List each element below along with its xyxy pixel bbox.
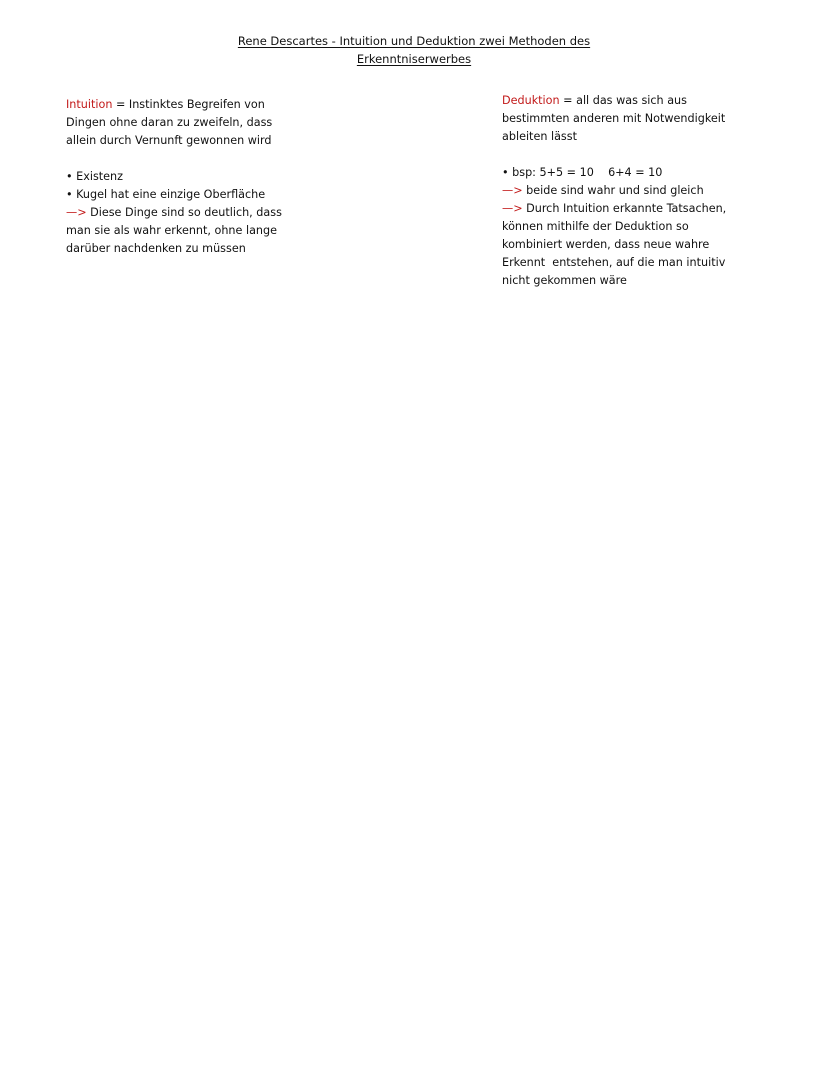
- intuition-bullet: • Kugel hat eine einzige Oberfläche: [66, 188, 266, 201]
- deduktion-definition-line: bestimmten anderen mit Notwendigkeit: [502, 112, 726, 125]
- deduktion-bullet: • bsp: 5+5 = 10 6+4 = 10: [502, 166, 663, 179]
- page-title: [0, 32, 828, 68]
- intuition-arrow-line: man sie als wahr erkennt, ohne lange: [66, 224, 278, 237]
- arrow-icon: —>: [502, 202, 523, 215]
- deduktion-arrow-line: Erkennt entstehen, auf die man intuitiv: [502, 256, 726, 269]
- deduktion-section: [502, 92, 812, 290]
- deduktion-definition-line: [502, 92, 812, 110]
- deduktion-arrow-line: nicht gekommen wäre: [502, 274, 627, 287]
- spacer: [502, 146, 812, 164]
- spacer: [66, 150, 366, 168]
- intuition-arrow-line: [66, 204, 366, 222]
- deduktion-arrow-text: beide sind wahr und sind gleich: [522, 184, 704, 197]
- arrow-icon: —>: [502, 184, 523, 197]
- deduktion-definition-text: = all das was sich aus: [559, 94, 687, 107]
- title-line-2: Erkenntniserwerbes: [356, 52, 472, 66]
- intuition-term: Intuition: [66, 98, 113, 111]
- deduktion-definition-line: ableiten lässt: [502, 130, 577, 143]
- intuition-definition-line: Dingen ohne daran zu zweifeln, dass: [66, 116, 273, 129]
- deduktion-arrow-line: kombiniert werden, dass neue wahre: [502, 238, 710, 251]
- intuition-section: [66, 96, 366, 258]
- deduktion-arrow-line: [502, 200, 812, 218]
- intuition-arrow-text: Diese Dinge sind so deutlich, dass: [86, 206, 282, 219]
- title-line-1: Rene Descartes - Intuition und Deduktion zwei Methoden des: [237, 34, 591, 48]
- intuition-definition-text: = Instinktes Begreifen von: [112, 98, 265, 111]
- intuition-definition-line: allein durch Vernunft gewonnen wird: [66, 134, 272, 147]
- intuition-definition-line: [66, 96, 366, 114]
- deduktion-arrow-line: können mithilfe der Deduktion so: [502, 220, 689, 233]
- intuition-bullet: • Existenz: [66, 170, 124, 183]
- deduktion-arrow-line: [502, 182, 812, 200]
- deduktion-arrow-text: Durch Intuition erkannte Tatsachen,: [522, 202, 727, 215]
- deduktion-term: Deduktion: [502, 94, 560, 107]
- arrow-icon: —>: [66, 206, 87, 219]
- intuition-arrow-line: darüber nachdenken zu müssen: [66, 242, 246, 255]
